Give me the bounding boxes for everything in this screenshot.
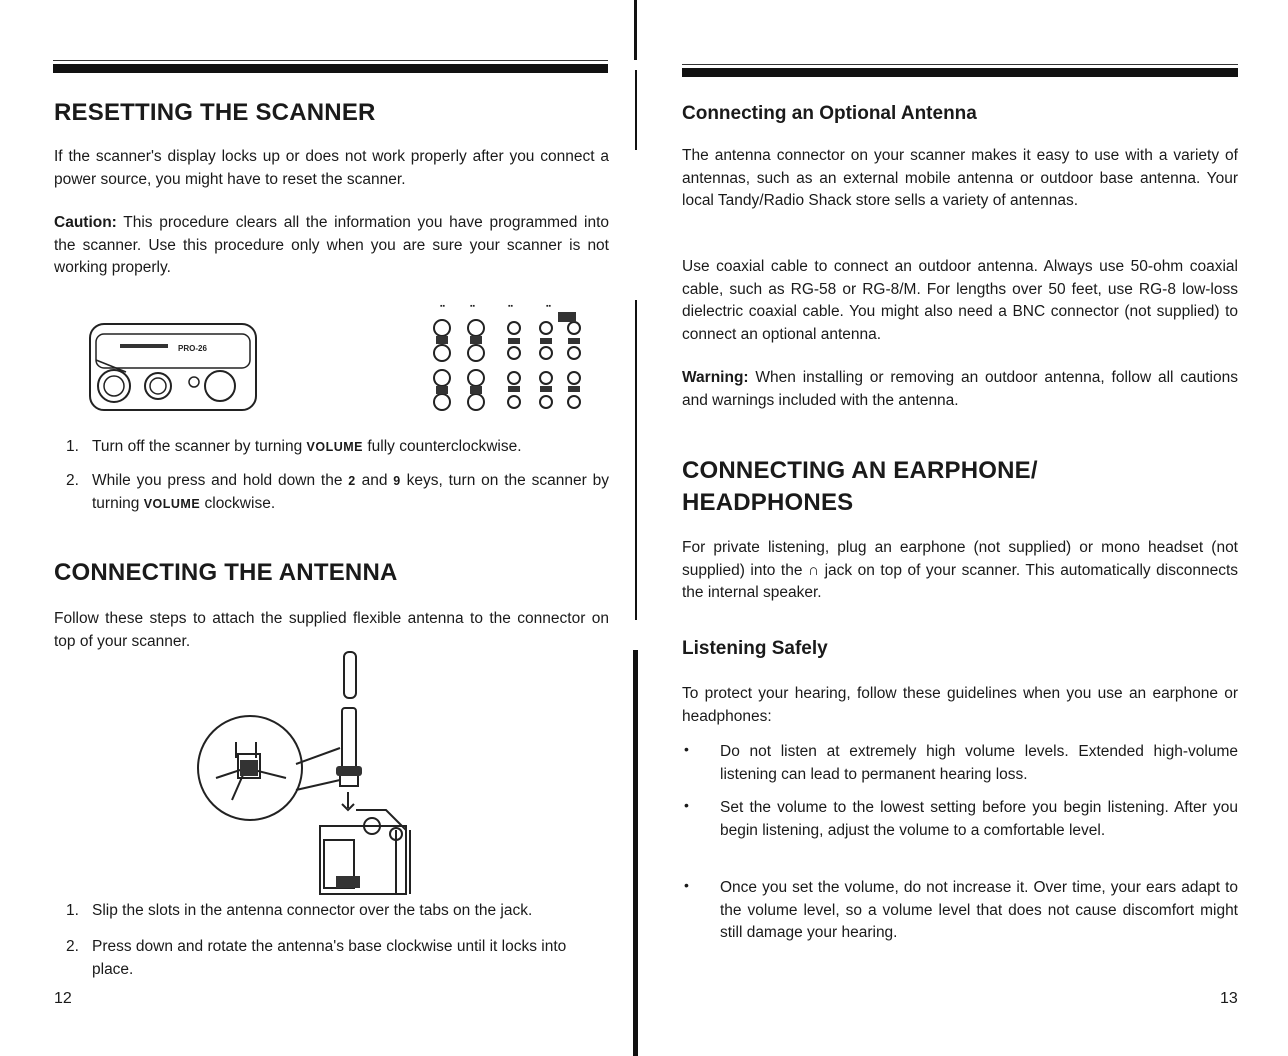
earphone-heading-line-1: CONNECTING AN EARPHONE/ (682, 457, 1038, 484)
resetting-intro: If the scanner's display locks up or does not work properly after you connect a power source, you might have to reset the scanner. (54, 148, 609, 188)
caution-label: Caution: (54, 214, 117, 231)
warning-paragraph (682, 367, 1238, 412)
warning-label: Warning: (682, 369, 749, 386)
bullet-icon: • (684, 877, 689, 893)
listening-intro: To protect your hearing, follow these guidelines when you use an earphone or headphones: (682, 685, 1238, 725)
reset-step-2-text-end: clockwise. (200, 494, 276, 512)
optional-antenna-para-2: Use coaxial cable to connect an outdoor antenna. Always use 50-ohm coaxial cable, such as RG-58 or RG-8/M. For lengths over 50 feet, use RG-8 low-loss dielectric coaxial cable. You might also need a BNC connector (not supplied) to connect an optional antenna. (682, 258, 1238, 343)
listening-safely-heading: Listening Safely (682, 638, 828, 659)
volume-key-label: VOLUME (306, 440, 364, 454)
svg-text:▪▪: ▪▪ (508, 303, 513, 310)
reset-step-1-text: Turn off the scanner by turning (92, 438, 307, 455)
reset-step-1 (92, 436, 609, 459)
bullet-icon: • (684, 741, 689, 757)
reset-step-1-text-end: fully counterclockwise. (363, 438, 522, 455)
caution-text: This procedure clears all the information you have programmed into the scanner. Use this procedure only when you are sure your scanner is not working properly. (54, 214, 609, 276)
left-page (0, 0, 632, 1056)
page-number-right: 13 (1220, 990, 1238, 1007)
header-rule (53, 64, 608, 73)
keypad-illustration (418, 298, 588, 416)
key-9-label: 9 (393, 474, 401, 488)
caution-paragraph (54, 212, 609, 280)
listening-bullet-2: Set the volume to the lowest setting before you begin listening. After you begin listening, adjust the volume to a comfortable level. (720, 799, 1238, 839)
antenna-step-2-number: 2. (66, 938, 79, 955)
bullet-icon: • (684, 797, 689, 813)
scanner-panel-illustration (86, 320, 261, 416)
antenna-intro: Follow these steps to attach the supplied flexible antenna to the connector on top of your scanner. (54, 610, 609, 650)
reset-step-2-number: 2. (66, 472, 79, 489)
antenna-step-1: Slip the slots in the antenna connector over the tabs on the jack. (92, 902, 533, 919)
reset-step-2-text-mid: and (355, 472, 394, 489)
optional-antenna-heading: Connecting an Optional Antenna (682, 103, 977, 124)
listening-bullet-1: Do not listen at extremely high volume levels. Extended high-volume listening can lead to permanent hearing loss. (720, 743, 1238, 783)
warning-text: When installing or removing an outdoor antenna, follow all cautions and warnings included with the antenna. (682, 369, 1238, 409)
key-2-label: 2 (348, 474, 356, 488)
reset-step-2 (92, 470, 609, 515)
earphone-text-end: jack on top of your scanner. This automatically disconnects the internal speaker. (682, 561, 1239, 601)
earphone-paragraph (682, 537, 1238, 605)
earphone-text: For private listening, plug an earphone (not supplied) or mono headset (not supplied) into the (682, 539, 1238, 579)
header-rule (682, 68, 1238, 77)
svg-text:▪▪: ▪▪ (470, 303, 475, 310)
page-number-left: 12 (54, 990, 72, 1007)
listening-bullet-3: Once you set the volume, do not increase it. Over time, your ears adapt to the volume level, so a volume level that does not cause discomfort might still damage your hearing. (720, 879, 1238, 941)
svg-text:▪▪: ▪▪ (546, 303, 551, 310)
svg-text:▪▪: ▪▪ (440, 303, 445, 310)
right-page (646, 0, 1288, 1056)
optional-antenna-para-1: The antenna connector on your scanner makes it easy to use with a variety of antennas, such as an external mobile antenna or outdoor base antenna. Your local Tandy/Radio Shack store sells a variety of antennas. (682, 147, 1238, 209)
antenna-heading: CONNECTING THE ANTENNA (54, 559, 398, 586)
reset-step-2-text: While you press and hold down the (92, 472, 349, 489)
earphone-heading-line-2: HEADPHONES (682, 489, 854, 516)
reset-step-2-text-post: keys, turn on the scanner by turning (92, 472, 609, 512)
reset-step-1-number: 1. (66, 438, 79, 455)
volume-key-label-2: VOLUME (143, 496, 201, 511)
antenna-step-1-number: 1. (66, 902, 79, 919)
antenna-illustration (196, 650, 436, 896)
headphone-jack-icon: ∩ (807, 561, 820, 579)
resetting-heading: RESETTING THE SCANNER (54, 99, 376, 126)
scanner-model-label: PRO-26 (178, 344, 207, 353)
antenna-step-2: Press down and rotate the antenna's base clockwise until it locks into place. (92, 938, 567, 978)
